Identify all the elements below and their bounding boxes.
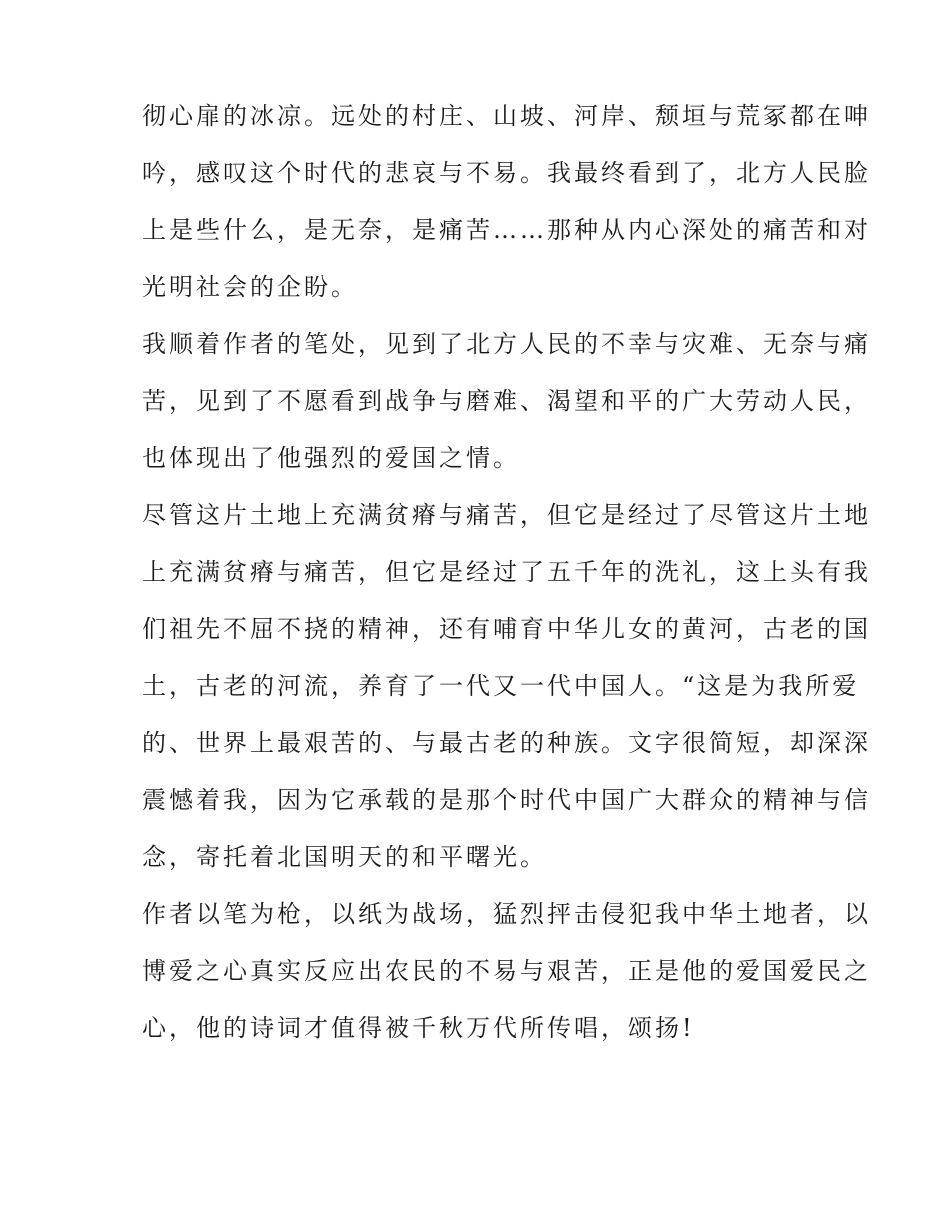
text-line: 也体现出了他强烈的爱国之情。 [142, 444, 520, 472]
text-line: 的、世界上最艰苦的、与最古老的种族。文字很简短，却深深 [142, 729, 871, 757]
text-line: 尽管这片土地上充满贫瘠与痛苦，但它是经过了尽管这片土地 [142, 501, 871, 529]
text-line: 彻心扉的冰凉。远处的村庄、山坡、河岸、颓垣与荒冢都在呻 [142, 102, 871, 130]
text-line: 土，古老的河流，养育了一代又一代中国人。“这是为我所爱 [142, 672, 860, 700]
text-line: 我顺着作者的笔处，见到了北方人民的不幸与灾难、无奈与痛 [142, 330, 871, 358]
text-line: 震憾着我，因为它承载的是那个时代中国广大群众的精神与信 [142, 786, 871, 814]
text-line: 光明社会的企盼。 [142, 273, 358, 301]
text-line: 吟，感叹这个时代的悲哀与不易。我最终看到了，北方人民脸 [142, 159, 871, 187]
text-line: 念，寄托着北国明天的和平曙光。 [142, 843, 547, 871]
text-line: 上充满贫瘠与痛苦，但它是经过了五千年的洗礼，这上头有我 [142, 558, 871, 586]
text-line: 们祖先不屈不挠的精神，还有哺育中华儿女的黄河，古老的国 [142, 615, 871, 643]
text-line: 心，他的诗词才值得被千秋万代所传唱，颂扬! [142, 1014, 695, 1042]
text-line: 作者以笔为枪，以纸为战场，猛烈抨击侵犯我中华土地者，以 [142, 900, 871, 928]
text-line: 博爱之心真实反应出农民的不易与艰苦，正是他的爱国爱民之 [142, 957, 871, 985]
text-line: 上是些什么，是无奈，是痛苦……那种从内心深处的痛苦和对 [142, 216, 871, 244]
text-line: 苦，见到了不愿看到战争与磨难、渴望和平的广大劳动人民， [142, 387, 871, 415]
